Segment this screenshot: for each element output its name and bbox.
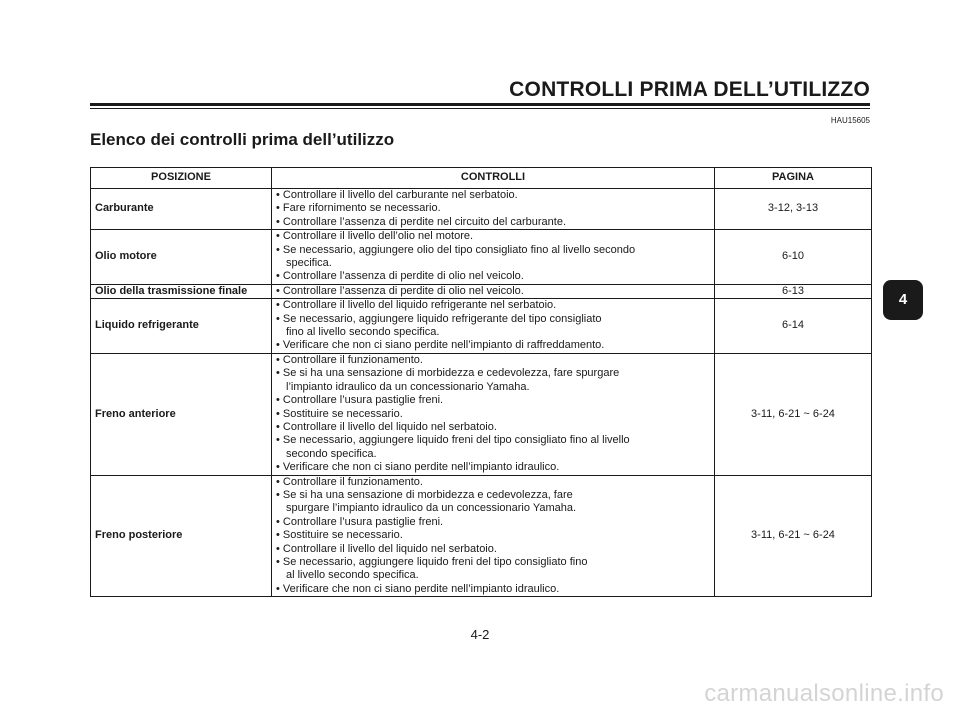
column-header-page: PAGINA: [715, 168, 872, 189]
check-item: • Controllare l’assenza di perdite di olio nel veicolo.: [276, 285, 710, 298]
column-header-position: POSIZIONE: [91, 168, 272, 189]
row-position: Liquido refrigerante: [91, 299, 272, 354]
check-item: • Controllare il livello dell’olio nel motore.: [276, 230, 710, 243]
row-position: Freno posteriore: [91, 475, 272, 597]
check-item: • Se si ha una sensazione di morbidezza e cedevolezza, fare spurgare l’impianto idraulico da un concessionario Yamaha.: [276, 367, 710, 394]
check-item: • Verificare che non ci siano perdite nell’impianto di raffreddamento.: [276, 339, 710, 352]
row-position: Olio motore: [91, 230, 272, 285]
check-item: • Controllare il livello del liquido refrigerante nel serbatoio.: [276, 299, 710, 312]
header-rule-thin: [90, 108, 870, 109]
row-position: Carburante: [91, 189, 272, 230]
row-checks: [272, 299, 715, 354]
check-item: • Fare rifornimento se necessario.: [276, 202, 710, 215]
row-position: Freno anteriore: [91, 353, 272, 475]
row-page: 6-13: [715, 284, 872, 298]
table-row: [91, 299, 872, 354]
check-item: • Controllare il livello del carburante nel serbatoio.: [276, 189, 710, 202]
row-page: 6-10: [715, 230, 872, 285]
row-checks: [272, 189, 715, 230]
chapter-heading: CONTROLLI PRIMA DELL’UTILIZZO: [509, 78, 870, 101]
row-checks: [272, 475, 715, 597]
page-number: 4-2: [470, 627, 490, 642]
check-item: • Controllare l’assenza di perdite di olio nel veicolo.: [276, 270, 710, 283]
header-rule-thick: [90, 103, 870, 106]
row-page: 3-11, 6-21 ~ 6-24: [715, 353, 872, 475]
check-item: • Se necessario, aggiungere olio del tipo consigliato fino al livello secondo specifica.: [276, 244, 710, 271]
row-checks: [272, 230, 715, 285]
check-item: • Verificare che non ci siano perdite nell’impianto idraulico.: [276, 583, 710, 596]
check-item: • Controllare l’assenza di perdite nel circuito del carburante.: [276, 216, 710, 229]
check-item: • Verificare che non ci siano perdite nell’impianto idraulico.: [276, 461, 710, 474]
check-item: • Se necessario, aggiungere liquido freni del tipo consigliato fino al livello secondo specifica.: [276, 434, 710, 461]
table-header-row: [91, 168, 872, 189]
check-item: • Controllare il livello del liquido nel serbatoio.: [276, 421, 710, 434]
row-position: Olio della trasmissione finale: [91, 284, 272, 298]
section-title: Elenco dei controlli prima dell’utilizzo: [90, 130, 395, 149]
check-item: • Controllare il funzionamento.: [276, 476, 710, 489]
watermark: carmanualsonline.info: [704, 680, 944, 707]
check-item: • Se necessario, aggiungere liquido freni del tipo consigliato fino al livello secondo specifica.: [276, 556, 710, 583]
column-header-checks: CONTROLLI: [272, 168, 715, 189]
check-item: • Controllare il livello del liquido nel serbatoio.: [276, 543, 710, 556]
table-row: [91, 230, 872, 285]
check-item: • Se necessario, aggiungere liquido refrigerante del tipo consigliato fino al livello secondo specifica.: [276, 313, 710, 340]
row-page: 3-11, 6-21 ~ 6-24: [715, 475, 872, 597]
check-item: • Controllare l’usura pastiglie freni.: [276, 394, 710, 407]
pre-operation-checklist-table: [90, 167, 872, 597]
table-row: [91, 475, 872, 597]
table-row: [91, 353, 872, 475]
reference-code: HAU15605: [830, 116, 870, 125]
row-page: 6-14: [715, 299, 872, 354]
row-page: 3-12, 3-13: [715, 189, 872, 230]
row-checks: [272, 284, 715, 298]
table-row: [91, 189, 872, 230]
check-item: • Sostituire se necessario.: [276, 529, 710, 542]
check-item: • Sostituire se necessario.: [276, 408, 710, 421]
table-row: [91, 284, 872, 298]
check-item: • Controllare l’usura pastiglie freni.: [276, 516, 710, 529]
check-item: • Se si ha una sensazione di morbidezza e cedevolezza, fare spurgare l’impianto idraulico da un concessionario Yamaha.: [276, 489, 710, 516]
row-checks: [272, 353, 715, 475]
check-item: • Controllare il funzionamento.: [276, 354, 710, 367]
chapter-tab[interactable]: 4: [883, 280, 923, 320]
